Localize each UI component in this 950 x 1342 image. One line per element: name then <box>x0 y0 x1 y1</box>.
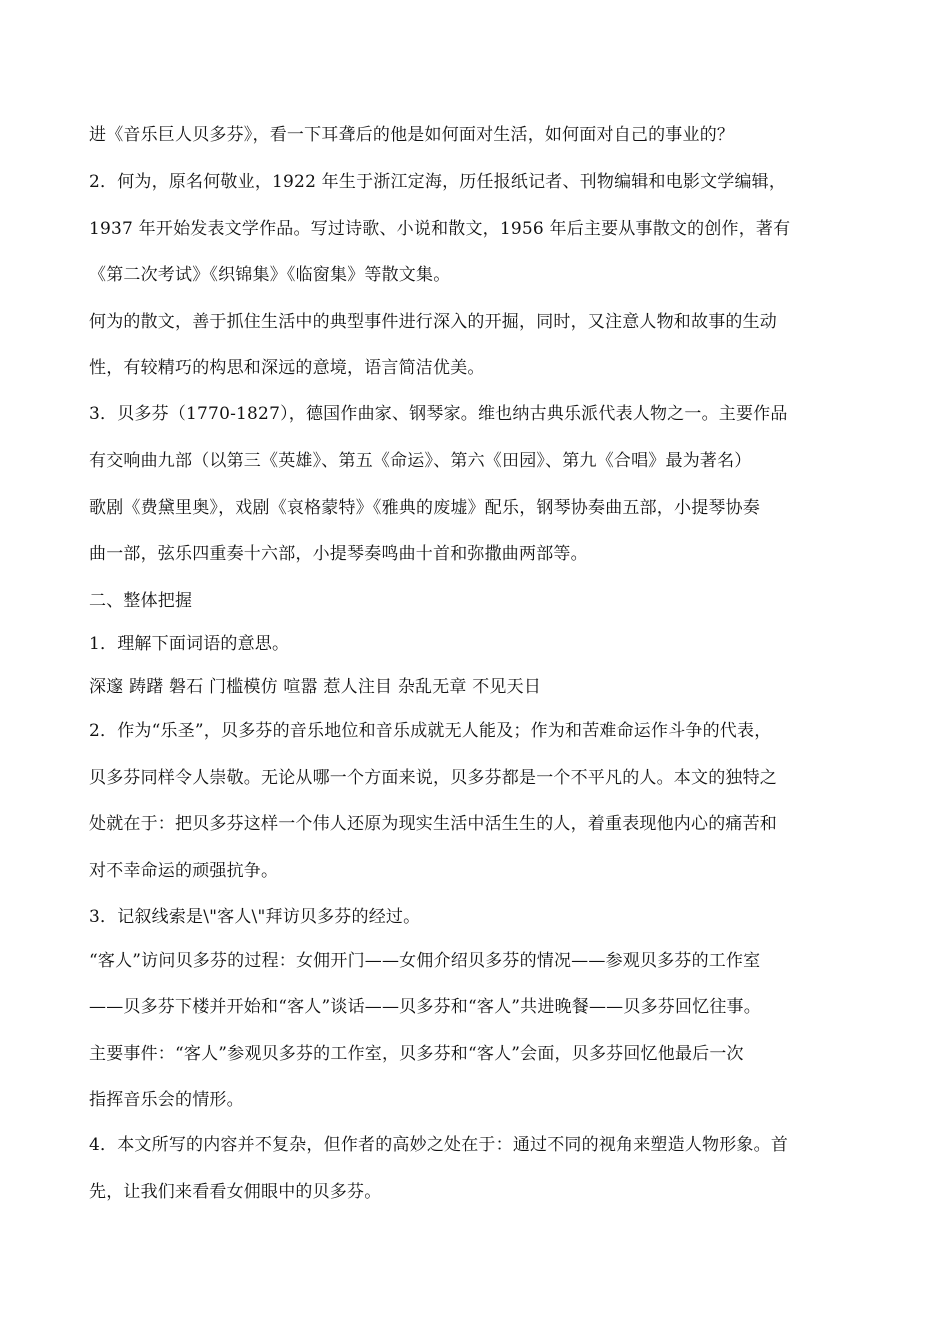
text-line: 1．理解下面词语的意思。 <box>89 634 290 654</box>
text-line: ——贝多芬下楼并开始和“客人”谈话——贝多芬和“客人”共进晚餐——贝多芬回忆往事。 <box>89 997 761 1017</box>
text-line: 3．记叙线索是\"客人\"拜访贝多芬的经过。 <box>89 907 421 927</box>
text-line: 3．贝多芬（1770-1827），德国作曲家、钢琴家。维也纳古典乐派代表人物之一。主要作品 <box>89 404 788 424</box>
text-line: 曲一部，弦乐四重奏十六部，小提琴奏鸣曲十首和弥撒曲两部等。 <box>89 544 588 564</box>
text-line: 歌剧《费黛里奥》，戏剧《哀格蒙特》《雅典的废墟》配乐，钢琴协奏曲五部，小提琴协奏 <box>89 498 760 518</box>
text-line: 4．本文所写的内容并不复杂，但作者的高妙之处在于：通过不同的视角来塑造人物形象。首 <box>89 1135 789 1155</box>
section-heading: 二、整体把握 <box>89 591 193 611</box>
text-line: 2．何为，原名何敬业，1922 年生于浙江定海，历任报纸记者、刊物编辑和电影文学编辑， <box>89 172 787 192</box>
text-line: 2．作为“乐圣”，贝多芬的音乐地位和音乐成就无人能及；作为和苦难命运作斗争的代表， <box>89 721 772 741</box>
text-line: 处就在于：把贝多芬这样一个伟人还原为现实生活中活生生的人，着重表现他内心的痛苦和 <box>89 814 777 834</box>
text-line: 1937 年开始发表文学作品。写过诗歌、小说和散文，1956 年后主要从事散文的创作，著有 <box>89 219 791 239</box>
text-line: 指挥音乐会的情形。 <box>89 1090 244 1110</box>
text-line: 先，让我们来看看女佣眼中的贝多芬。 <box>89 1182 382 1202</box>
text-line: 性，有较精巧的构思和深远的意境，语言简洁优美。 <box>89 358 485 378</box>
text-line: 进《音乐巨人贝多芬》，看一下耳聋后的他是如何面对生活，如何面对自己的事业的？ <box>89 125 735 145</box>
text-line: “客人”访问贝多芬的过程：女佣开门——女佣介绍贝多芬的情况——参观贝多芬的工作室 <box>89 951 761 971</box>
text-line: 《第二次考试》《织锦集》《临窗集》等散文集。 <box>89 265 451 285</box>
text-line: 主要事件：“客人”参观贝多芬的工作室，贝多芬和“客人”会面，贝多芬回忆他最后一次 <box>89 1044 744 1064</box>
vocabulary-list: 深邃 踌躇 磐石 门槛模仿 喧嚣 惹人注目 杂乱无章 不见天日 <box>89 677 542 697</box>
text-line: 对不幸命运的顽强抗争。 <box>89 861 279 881</box>
text-line: 何为的散文，善于抓住生活中的典型事件进行深入的开掘，同时，又注意人物和故事的生动 <box>89 312 777 332</box>
text-line: 有交响曲九部（以第三《英雄》、第五《命运》、第六《田园》、第九《合唱》最为著名） <box>89 451 752 471</box>
text-line: 贝多芬同样令人崇敬。无论从哪一个方面来说，贝多芬都是一个不平凡的人。本文的独特之 <box>89 768 777 788</box>
